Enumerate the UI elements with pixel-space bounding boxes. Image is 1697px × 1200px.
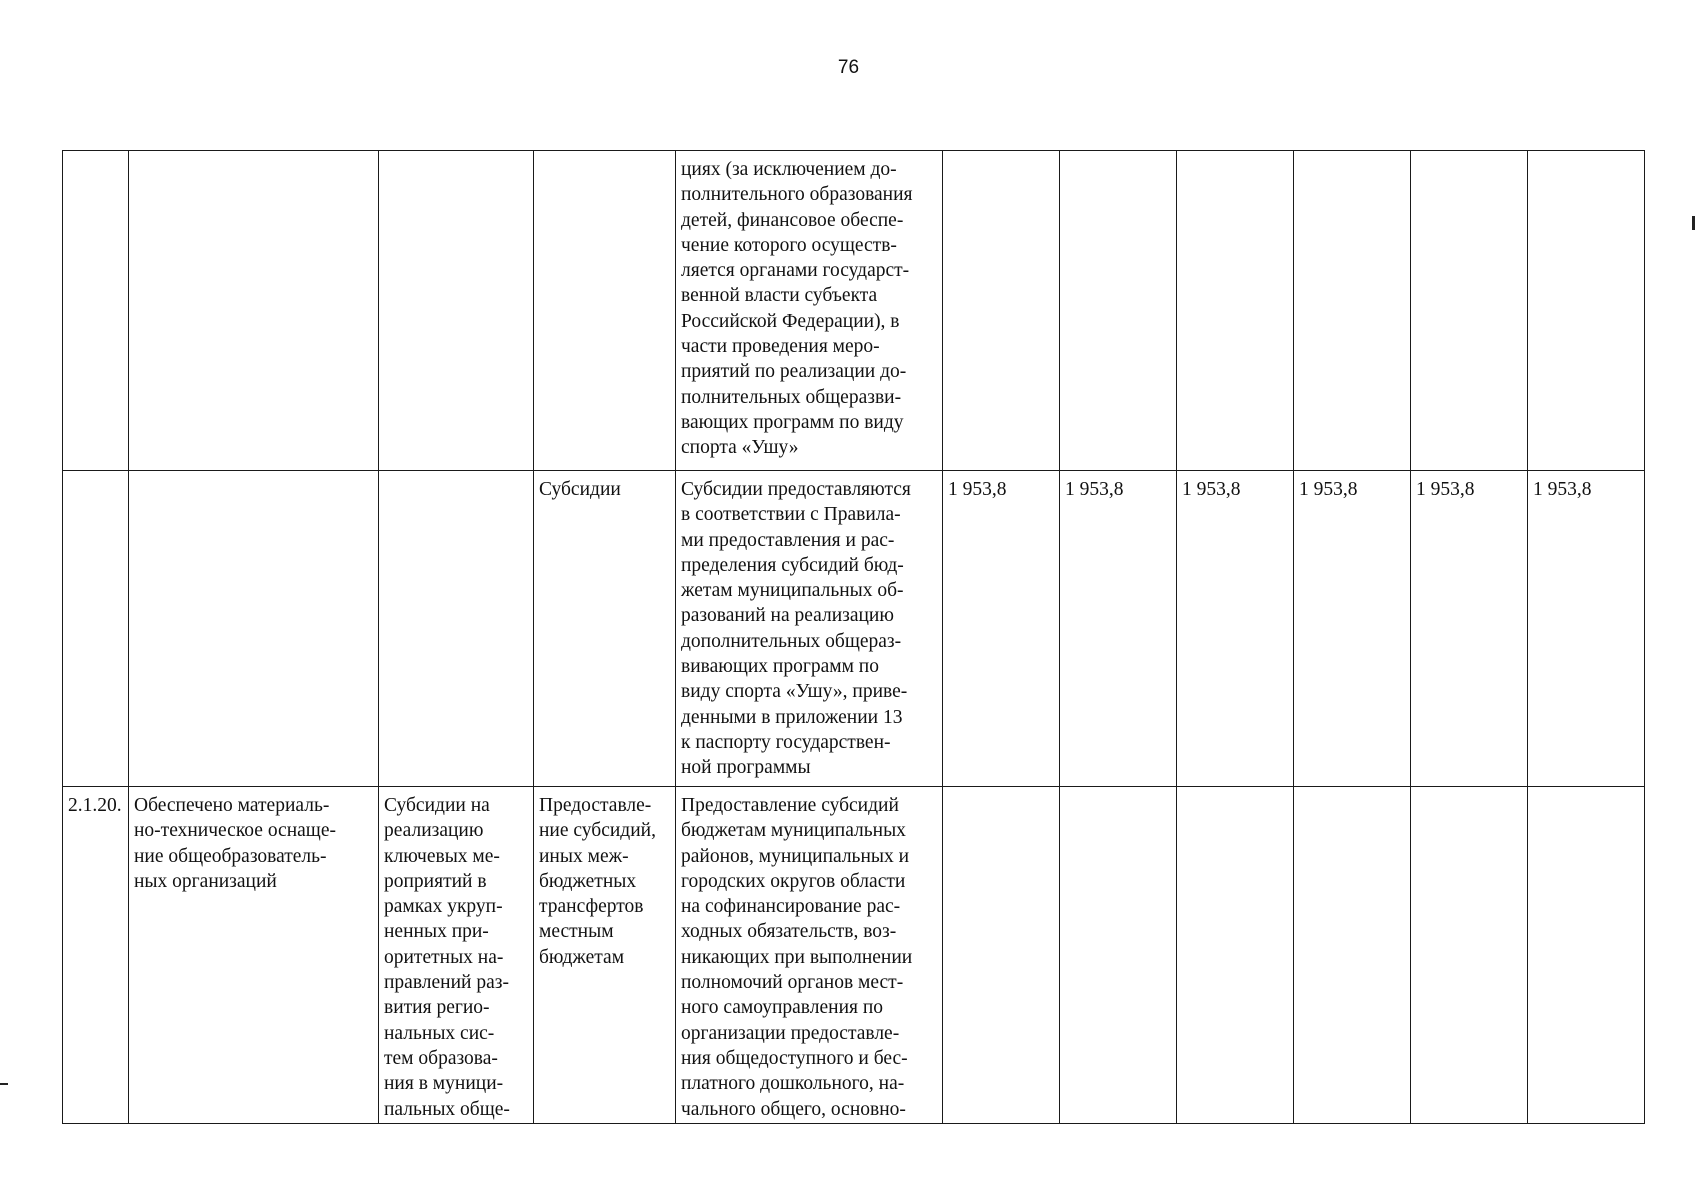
cell-amount: 1 953,8 — [1177, 471, 1294, 787]
cell-description: Субсидии предоставляются в соответствии с Правила- ми предоставления и рас- пределения субсидий бюд- жетам муниципальных об- разований на реализацию дополнительных общераз- вивающих программ по виду спорта «Ушу», приве- денными в приложении 13 к паспорту государствен- ной программы — [676, 471, 943, 787]
cell-amount — [943, 151, 1060, 471]
cell-description: циях (за исключением до- полнительного образования детей, финансовое обеспе- чение которого осуществ- ляется органами государст- венной власти субъекта Российской Федерации), в части проведения меро- приятий по реализации до- полнительных общеразви- вающих программ по виду спорта «Ушу» — [676, 151, 943, 471]
cell-amount: 1 953,8 — [1294, 471, 1411, 787]
cell-amount — [1528, 787, 1645, 1124]
table-row — [63, 151, 1645, 471]
page-number: 76 — [837, 57, 860, 78]
cell-amount: 1 953,8 — [943, 471, 1060, 787]
cell-amount — [1177, 787, 1294, 1124]
cell-result: Обеспечено материаль- но-техническое оснаще- ние общеобразователь- ных организаций — [129, 787, 379, 1124]
scan-edge-mark — [1692, 216, 1695, 230]
cell-number — [63, 471, 129, 787]
cell-amount — [1528, 151, 1645, 471]
cell-measure — [379, 471, 534, 787]
cell-number — [63, 151, 129, 471]
table-row — [63, 471, 1645, 787]
table-row — [63, 787, 1645, 1124]
cell-amount — [1411, 151, 1528, 471]
cell-description: Предоставление субсидий бюджетам муниципальных районов, муниципальных и городских округов области на софинансирование рас- ходных обязательств, воз- никающих при выполнении полномочий органов мест- ного самоуправления по организации предоставле- ния общедоступного и бес- платного дошкольного, на- чального общего, основно- — [676, 787, 943, 1124]
cell-amount — [1060, 787, 1177, 1124]
cell-result — [129, 151, 379, 471]
cell-measure: Субсидии на реализацию ключевых ме- роприятий в рамках укруп- ненных при- оритетных на- правлений раз- вития регио- нальных сис- тем образова- ния в муници- пальных обще- — [379, 787, 534, 1124]
cell-measure — [379, 151, 534, 471]
cell-amount: 1 953,8 — [1060, 471, 1177, 787]
cell-amount: 1 953,8 — [1528, 471, 1645, 787]
cell-amount — [1411, 787, 1528, 1124]
cell-result — [129, 471, 379, 787]
cell-type: Субсидии — [534, 471, 676, 787]
cell-number: 2.1.20. — [63, 787, 129, 1124]
cell-amount — [1060, 151, 1177, 471]
cell-type: Предоставле- ние субсидий, иных меж- бюджетных трансфертов местным бюджетам — [534, 787, 676, 1124]
cell-amount — [943, 787, 1060, 1124]
cell-amount — [1294, 151, 1411, 471]
scan-edge-mark — [0, 1083, 8, 1085]
cell-amount: 1 953,8 — [1411, 471, 1528, 787]
cell-type — [534, 151, 676, 471]
cell-amount — [1294, 787, 1411, 1124]
cell-amount — [1177, 151, 1294, 471]
budget-table — [62, 150, 1645, 1124]
